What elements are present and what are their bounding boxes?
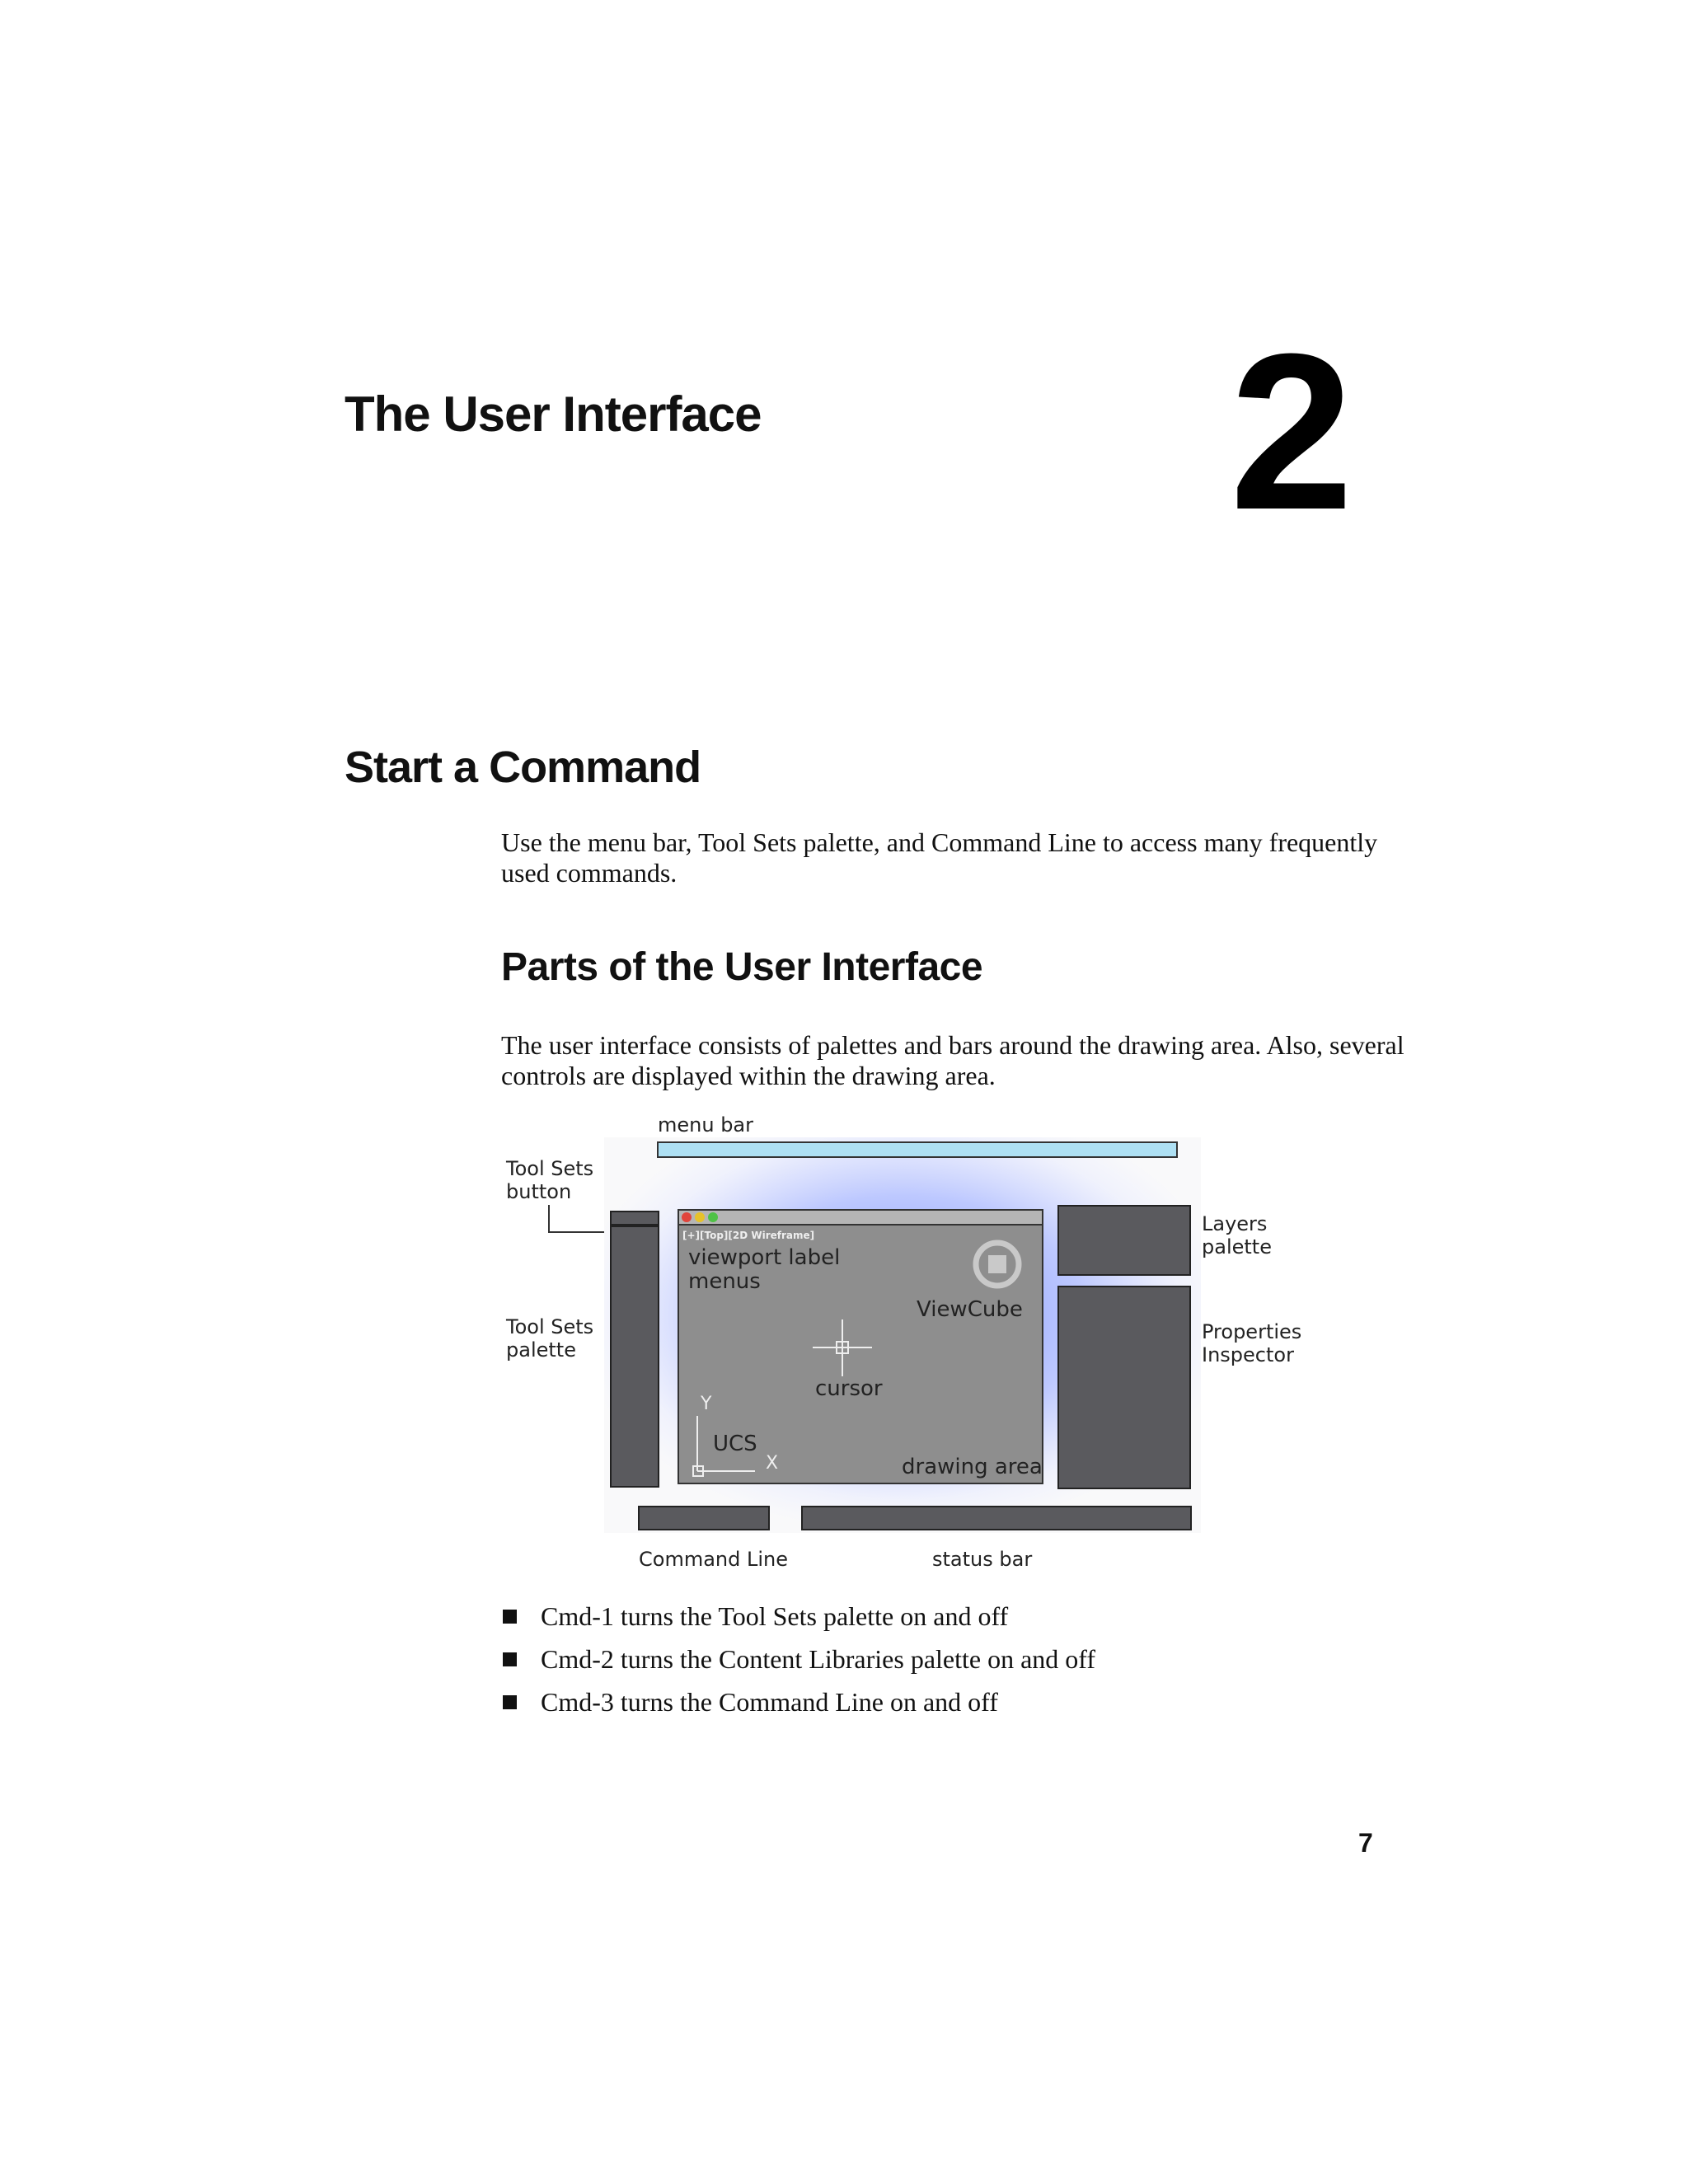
chapter-number: 2 (1230, 308, 1349, 556)
status-bar-label: status bar (932, 1548, 1033, 1571)
properties-inspector-label-line1: Properties (1202, 1320, 1302, 1343)
subsection-body-paragraph: The user interface consists of palettes and bars around the drawing area. Also, several controls are displayed within the drawing area. (501, 1030, 1404, 1090)
drawing-area-title-bar (678, 1210, 1043, 1225)
close-window-icon (682, 1212, 692, 1222)
page-number: 7 (1358, 1828, 1373, 1858)
menu-bar-shape (658, 1142, 1177, 1157)
ucs-x-axis-label: X (766, 1453, 779, 1474)
list-item-text: Cmd-3 turns the Command Line on and off (541, 1687, 998, 1717)
drawing-area-label: drawing area (902, 1455, 1043, 1479)
list-item (501, 1680, 1095, 1723)
command-line-shape (639, 1507, 769, 1530)
viewport-controls-label: [+][Top][2D Wireframe] (682, 1230, 815, 1241)
user-interface-diagram (495, 1111, 1319, 1589)
ucs-label: UCS (713, 1432, 757, 1456)
layers-palette-label-line1: Layers (1202, 1212, 1268, 1235)
zoom-window-icon (708, 1212, 718, 1222)
cursor-label: cursor (815, 1376, 883, 1401)
layers-palette-label-line2: palette (1202, 1235, 1272, 1258)
subsection-heading: Parts of the User Interface (501, 945, 983, 989)
diagram-svg (495, 1111, 1319, 1589)
properties-inspector-label-line2: Inspector (1202, 1343, 1294, 1366)
list-item (501, 1638, 1095, 1680)
viewport-label-menus-line2: menus (688, 1269, 761, 1294)
tool-sets-button-label-line2: button (506, 1180, 572, 1203)
tool-sets-palette-label-line2: palette (506, 1338, 576, 1361)
tool-sets-palette-label-line1: Tool Sets (506, 1315, 594, 1338)
bullet-square-icon (503, 1652, 517, 1666)
list-item-text: Cmd-1 turns the Tool Sets palette on and off (541, 1601, 1009, 1631)
chapter-title: The User Interface (345, 387, 762, 442)
tool-sets-button-shape (611, 1212, 659, 1225)
viewcube-label: ViewCube (917, 1297, 1023, 1322)
command-line-label: Command Line (639, 1548, 788, 1571)
viewport-label-menus-line1: viewport label (688, 1245, 841, 1270)
menu-bar-label: menu bar (658, 1113, 754, 1137)
tool-sets-button-leader-line (549, 1205, 604, 1232)
bullet-square-icon (503, 1610, 517, 1624)
tool-sets-palette-shape (611, 1226, 659, 1487)
tool-sets-button-label-line1: Tool Sets (506, 1157, 594, 1180)
bullet-square-icon (503, 1695, 517, 1709)
section-heading: Start a Command (345, 743, 701, 792)
list-item-text: Cmd-2 turns the Content Libraries palette on and off (541, 1644, 1096, 1674)
properties-inspector-shape (1058, 1286, 1190, 1488)
minimize-window-icon (695, 1212, 705, 1222)
shortcut-list (501, 1595, 1095, 1723)
ucs-y-axis-label: Y (701, 1394, 712, 1414)
list-item (501, 1595, 1095, 1638)
status-bar-shape (802, 1507, 1191, 1530)
layers-palette-shape (1058, 1206, 1190, 1275)
section-intro-paragraph: Use the menu bar, Tool Sets palette, and Command Line to access many frequently used commands. (501, 827, 1378, 888)
